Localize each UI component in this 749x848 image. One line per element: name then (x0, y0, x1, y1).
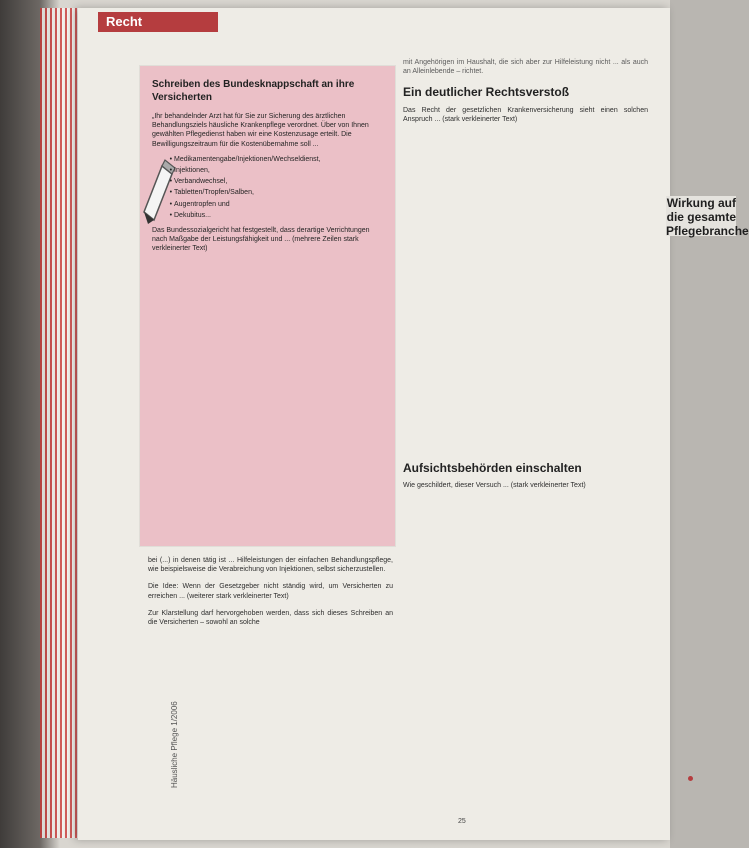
right-column (403, 58, 648, 498)
section-tab-label: Recht (106, 14, 143, 29)
bullet-item: • Tabletten/Tropfen/Salben, (174, 188, 384, 197)
page-number: 25 (458, 818, 466, 825)
left-paragraph: Die Idee: Wenn der Gesetzgeber nicht ständig wird, um Versicherten zu erreichen ... (weiterer stark verkleinerter Text) (148, 583, 393, 600)
info-box (140, 66, 395, 546)
document-page (78, 8, 749, 840)
info-box-intro: „Ihr behandelnder Arzt hat für Sie zur Sicherung des ärztlichen Behandlungsziels häusliche Krankenpflege verordnet. Über von Ihnen gewählten Pflegedienst haben wir eine Kostenzusage erteilt. Die Bewilligungszeitraum für die Kostenübernahme soll ... (152, 113, 369, 148)
heading-rechtsverstoss: Ein deutlicher Rechtsverstoß (403, 85, 570, 100)
bullet-item: • Dekubitus... (174, 211, 384, 220)
right-paragraph: Das Recht der gesetzlichen Krankenversicherung sieht einen solchen Anspruch ... (stark verkleinerter Text) (403, 106, 648, 123)
side-callout-line: Wirkung auf (666, 196, 736, 210)
bullet-item: • Verbandwechsel, (174, 177, 384, 186)
bullet-item: • Medikamentengabe/Injektionen/Wechseldienst, (174, 155, 384, 164)
side-callout (666, 196, 749, 238)
end-mark (688, 776, 693, 781)
side-callout-line: Pflegebranche (666, 224, 749, 238)
left-paragraph: bei (...) in denen tätig ist ... Hilfeleistungen der einfachen Behandlungspflege, wie beispielsweise die Verabreichung von Injektionen, selbst sicherzustellen. (148, 557, 393, 574)
info-box-title: Schreiben des Bundesknappschaft an ihre Versicherten (152, 79, 355, 103)
info-box-content (152, 78, 384, 260)
section-tab (98, 12, 218, 32)
right-paragraph: mit Angehörigen im Haushalt, die sich aber zur Hilfeleistung nicht ... als auch an Alleinlebende – richtet. (403, 59, 648, 76)
info-box-body: Das Bundessozialgericht hat festgestellt, dass derartige Verrichtungen nach Maßgabe der Leistungsfähigkeit und ... (mehrere Zeilen stark verkleinerter Text) (152, 227, 370, 253)
journal-label: Häusliche Pflege 1/2006 (170, 701, 179, 788)
side-callout-line: die gesamte (666, 210, 736, 224)
bullet-item: • Augentropfen und (174, 200, 384, 209)
right-paragraph: Wie geschildert, dieser Versuch ... (stark verkleinerter Text) (403, 482, 586, 490)
bullet-item: • Injektionen, (174, 166, 384, 175)
info-box-bullets (152, 155, 384, 220)
heading-aufsicht: Aufsichtsbehörden einschalten (403, 461, 582, 476)
left-paragraph: Zur Klarstellung darf hervorgehoben werden, dass sich dieses Schreiben an die Versicherten – sowohl an solche (148, 609, 393, 627)
